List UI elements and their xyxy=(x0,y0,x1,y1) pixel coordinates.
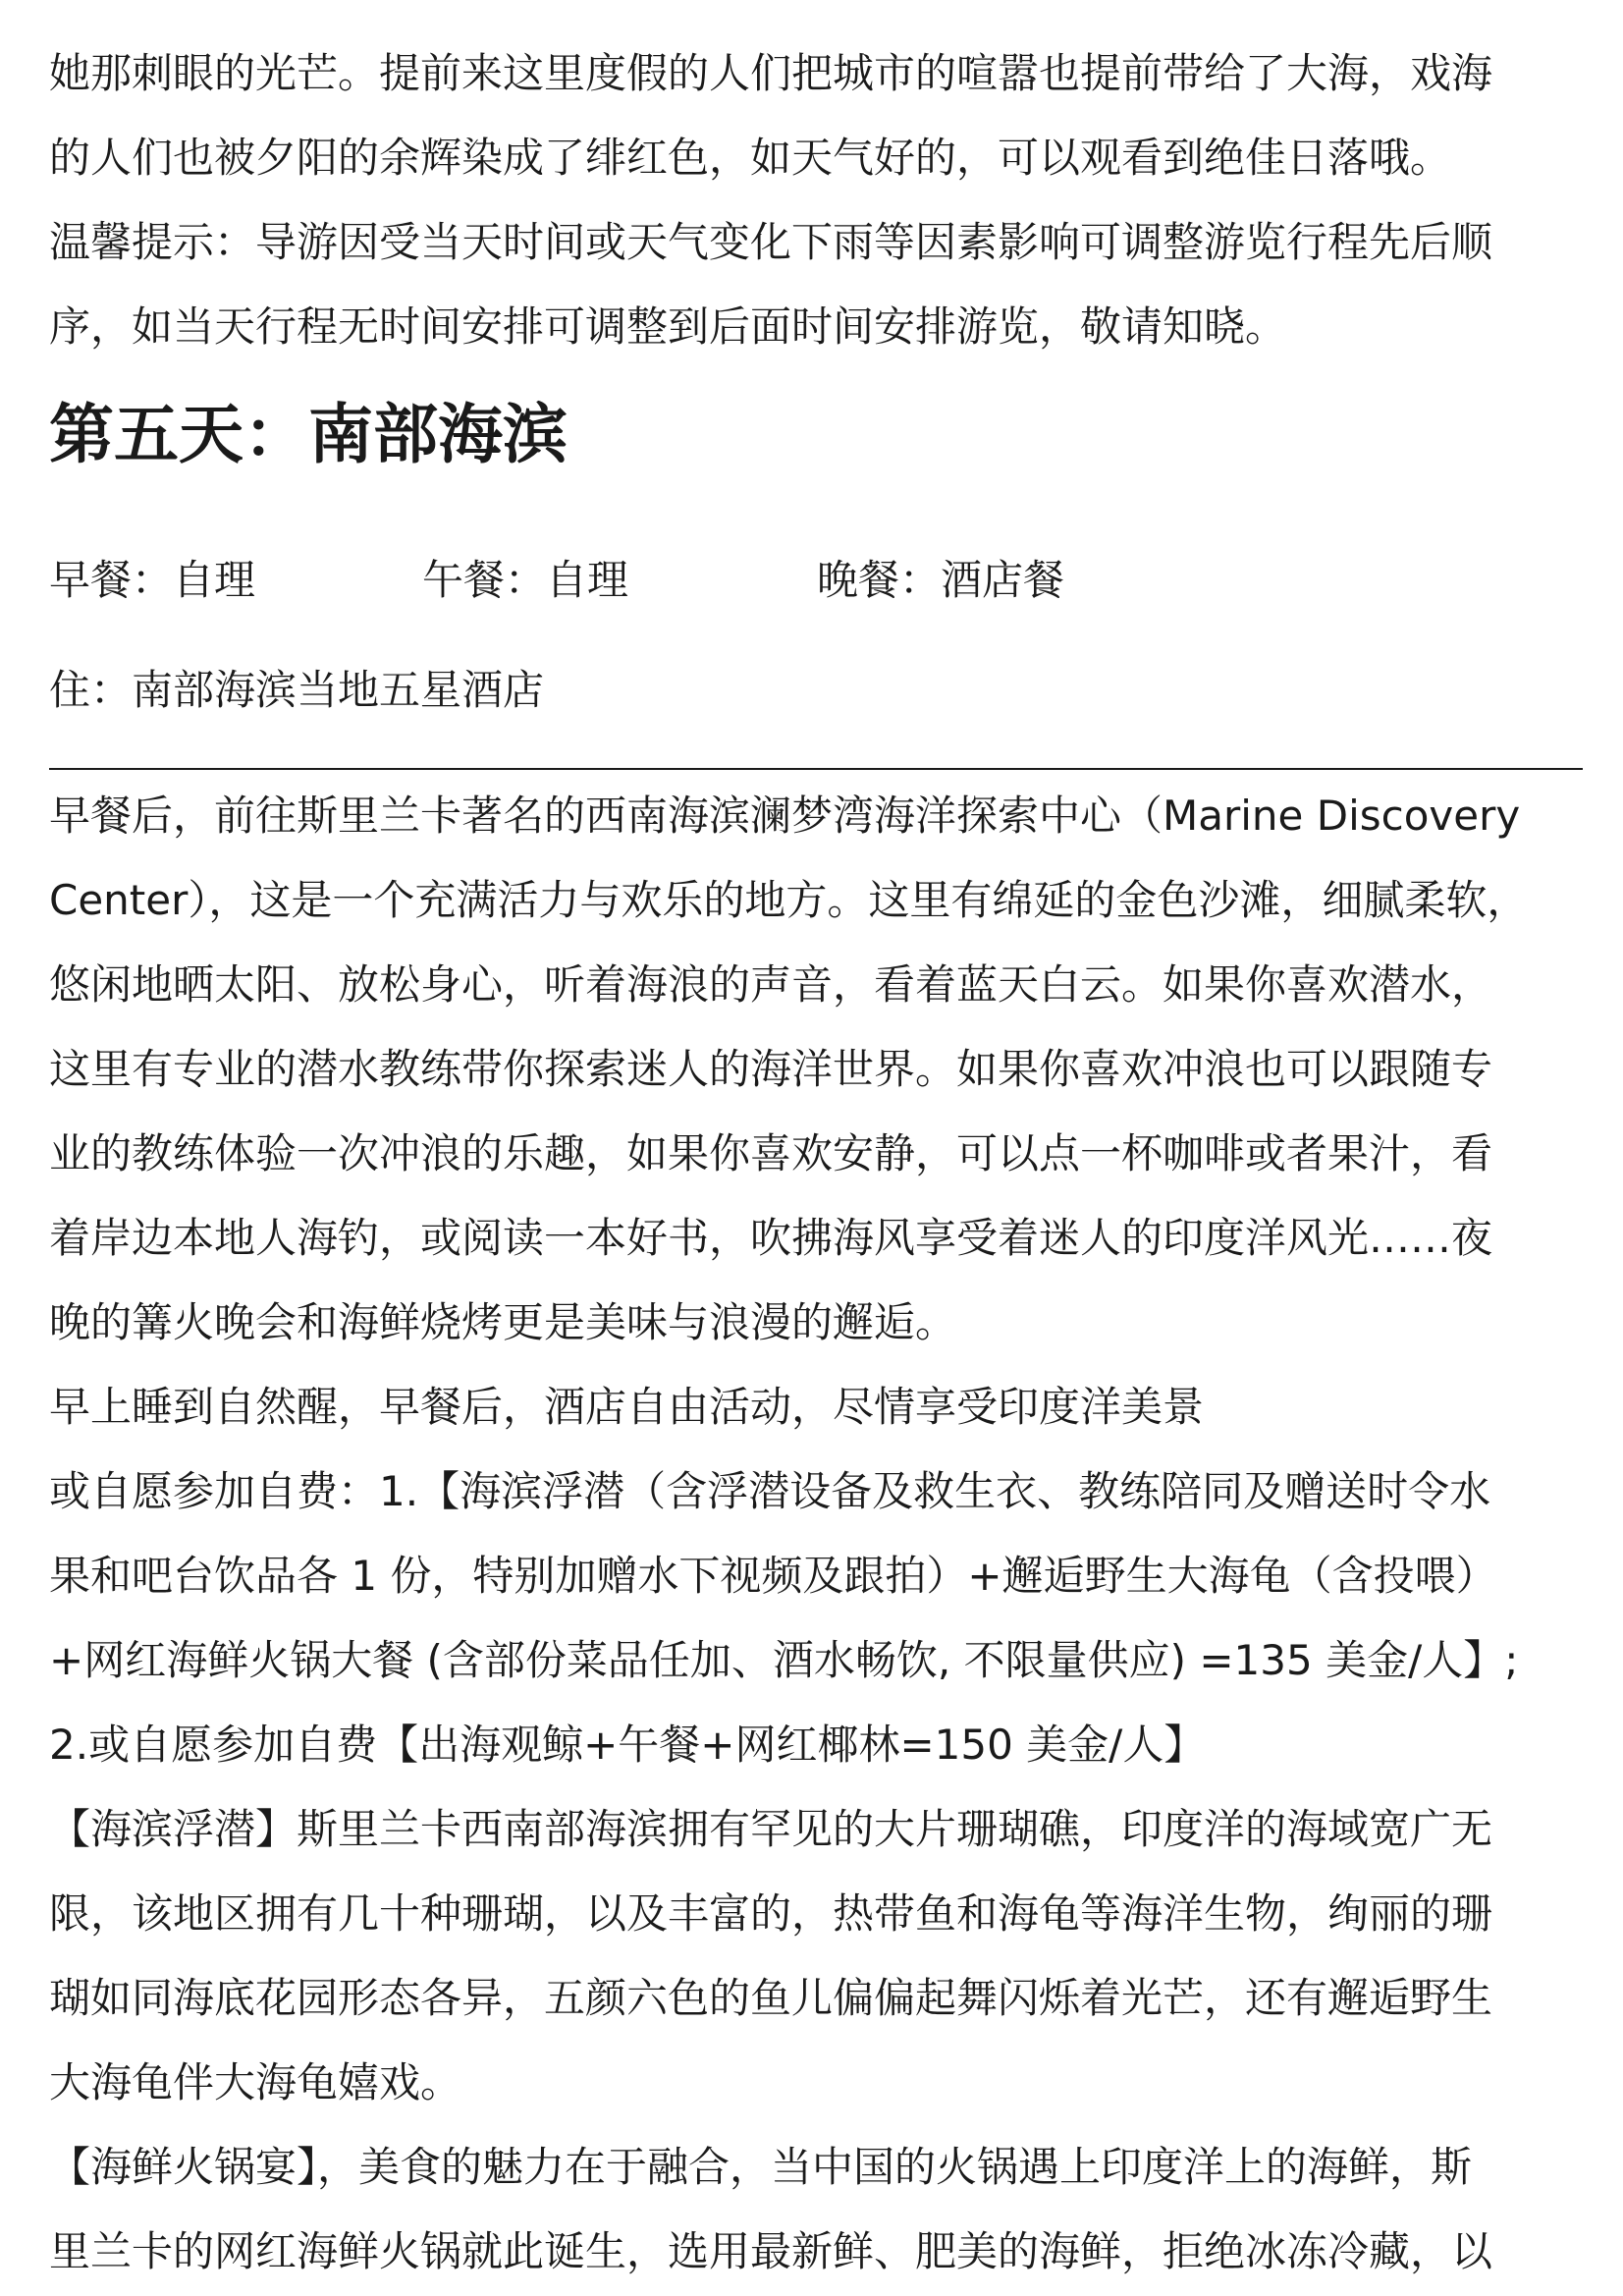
text-line: 早餐后，前往斯里兰卡著名的西南海滨澜梦湾海洋探索中心（Marine Discovery xyxy=(49,792,1521,840)
text-line: 【海鲜火锅宴】，美食的魅力在于融合，当中国的火锅遇上印度洋上的海鲜，斯 xyxy=(49,2143,1473,2191)
text-line: +网红海鲜火锅大餐 (含部份菜品任加、酒水畅饮, 不限量供应) =135 美金/人】; xyxy=(49,1636,1519,1684)
text-line: 温馨提示：导游因受当天时间或天气变化下雨等因素影响可调整游览行程先后顺 xyxy=(49,218,1493,266)
text-line: 她那刺眼的光芒。提前来这里度假的人们把城市的喧嚣也提前带给了大海，戏海 xyxy=(49,49,1493,97)
text-line: Center），这是一个充满活力与欢乐的地方。这里有绵延的金色沙滩，细腻柔软， xyxy=(49,876,1529,924)
day-heading: 第五天：南部海滨 xyxy=(49,397,568,472)
text-line: 这里有专业的潜水教练带你探索迷人的海洋世界。如果你喜欢冲浪也可以跟随专 xyxy=(49,1045,1493,1093)
text-line: 果和吧台饮品各 1 份，特别加赠水下视频及跟拍）+邂逅野生大海龟（含投喂） xyxy=(49,1552,1497,1600)
text-line: 序，如当天行程无时间安排可调整到后面时间安排游览，敬请知晓。 xyxy=(49,302,1287,351)
text-line: 大海龟伴大海龟嬉戏。 xyxy=(49,2058,462,2106)
intro-paragraph xyxy=(49,31,1492,369)
text-line: 或自愿参加自费：1.【海滨浮潜（含浮潜设备及救生衣、教练陪同及赠送时令水 xyxy=(49,1467,1491,1515)
text-line: 业的教练体验一次冲浪的乐趣，如果你喜欢安静，可以点一杯咖啡或者果汁，看 xyxy=(49,1129,1493,1177)
lunch-info: 午餐：自理 xyxy=(422,556,629,604)
text-line: 悠闲地晒太阳、放松身心，听着海浪的声音，看着蓝天白云。如果你喜欢潜水， xyxy=(49,960,1493,1009)
text-line: 晚的篝火晚会和海鲜烧烤更是美味与浪漫的邂逅。 xyxy=(49,1298,957,1346)
text-line: 早上睡到自然醒，早餐后，酒店自由活动，尽情享受印度洋美景 xyxy=(49,1383,1205,1431)
text-line: 里兰卡的网红海鲜火锅就此诞生，选用最新鲜、肥美的海鲜，拒绝冰冻冷藏，以 xyxy=(49,2227,1493,2275)
text-line: 2.或自愿参加自费【出海观鲸+午餐+网红椰林=150 美金/人】 xyxy=(49,1721,1206,1769)
text-line: 限，该地区拥有几十种珊瑚，以及丰富的，热带鱼和海龟等海洋生物，绚丽的珊 xyxy=(49,1889,1493,1938)
text-line: 【海滨浮潜】斯里兰卡西南部海滨拥有罕见的大片珊瑚礁，印度洋的海域宽广无 xyxy=(49,1805,1493,1853)
itinerary-body xyxy=(49,774,1528,2294)
text-line: 着岸边本地人海钓，或阅读一本好书，吹拂海风享受着迷人的印度洋风光……夜 xyxy=(49,1214,1493,1262)
text-line: 瑚如同海底花园形态各异，五颜六色的鱼儿偏偏起舞闪烁着光芒，还有邂逅野生 xyxy=(49,1974,1493,2022)
breakfast-info: 早餐：自理 xyxy=(49,556,256,604)
accommodation-info: 住：南部海滨当地五星酒店 xyxy=(49,666,545,714)
text-line: 的人们也被夕阳的余辉染成了绯红色，如天气好的，可以观看到绝佳日落哦。 xyxy=(49,134,1452,182)
section-divider xyxy=(49,768,1583,770)
dinner-info: 晚餐：酒店餐 xyxy=(817,556,1065,604)
